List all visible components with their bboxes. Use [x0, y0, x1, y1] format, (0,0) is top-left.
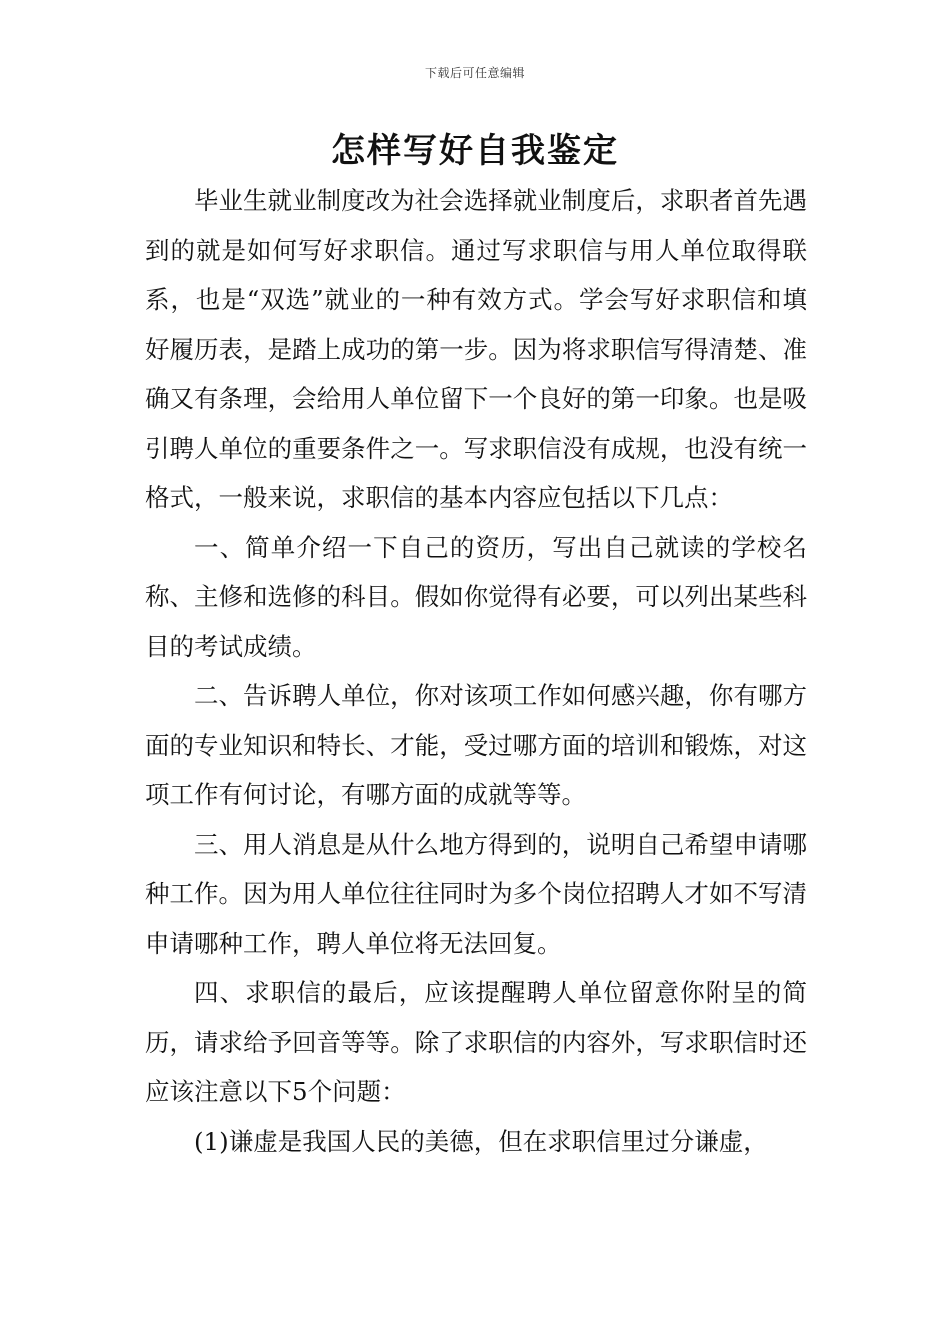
- paragraph-note-1: (1)谦虚是我国人民的美德，但在求职信里过分谦虚，: [194, 1126, 768, 1156]
- paragraph-point-1: 一、简单介绍一下自己的资历，写出自己就读的学校名称、主修和选修的科目。假如你觉得有必要，可以列出某些科目的考试成绩。: [145, 532, 807, 661]
- header-note: 下载后可任意编辑: [424, 66, 525, 80]
- paragraph-point-4: 四、求职信的最后，应该提醒聘人单位留意你附呈的简历，请求给予回音等等。除了求职信的内容外，写求职信时还应该注意以下5个问题：: [145, 978, 807, 1106]
- paragraph-point-2: 二、告诉聘人单位，你对该项工作如何感兴趣，你有哪方面的专业知识和特长、才能，受过哪方面的培训和锻炼，对这项工作有何讨论，有哪方面的成就等等。: [145, 681, 807, 809]
- document-body: [145, 176, 807, 1166]
- document-title: 怎样写好自我鉴定: [331, 131, 619, 171]
- paragraph-intro: 毕业生就业制度改为社会选择就业制度后，求职者首先遇到的就是如何写好求职信。通过写求职信与用人单位取得联系，也是“双选”就业的一种有效方式。学会写好求职信和填好履历表，是踏上成功的第一步。因为将求职信写得清楚、准确又有条理，会给用人单位留下一个良好的第一印象。也是吸引聘人单位的重要条件之一。写求职信没有成规，也没有统一格式，一般来说，求职信的基本内容应包括以下几点：: [145, 186, 807, 512]
- paragraph-point-3: 三、用人消息是从什么地方得到的，说明自己希望申请哪种工作。因为用人单位往往同时为多个岗位招聘人才如不写清申请哪种工作，聘人单位将无法回复。: [145, 829, 807, 958]
